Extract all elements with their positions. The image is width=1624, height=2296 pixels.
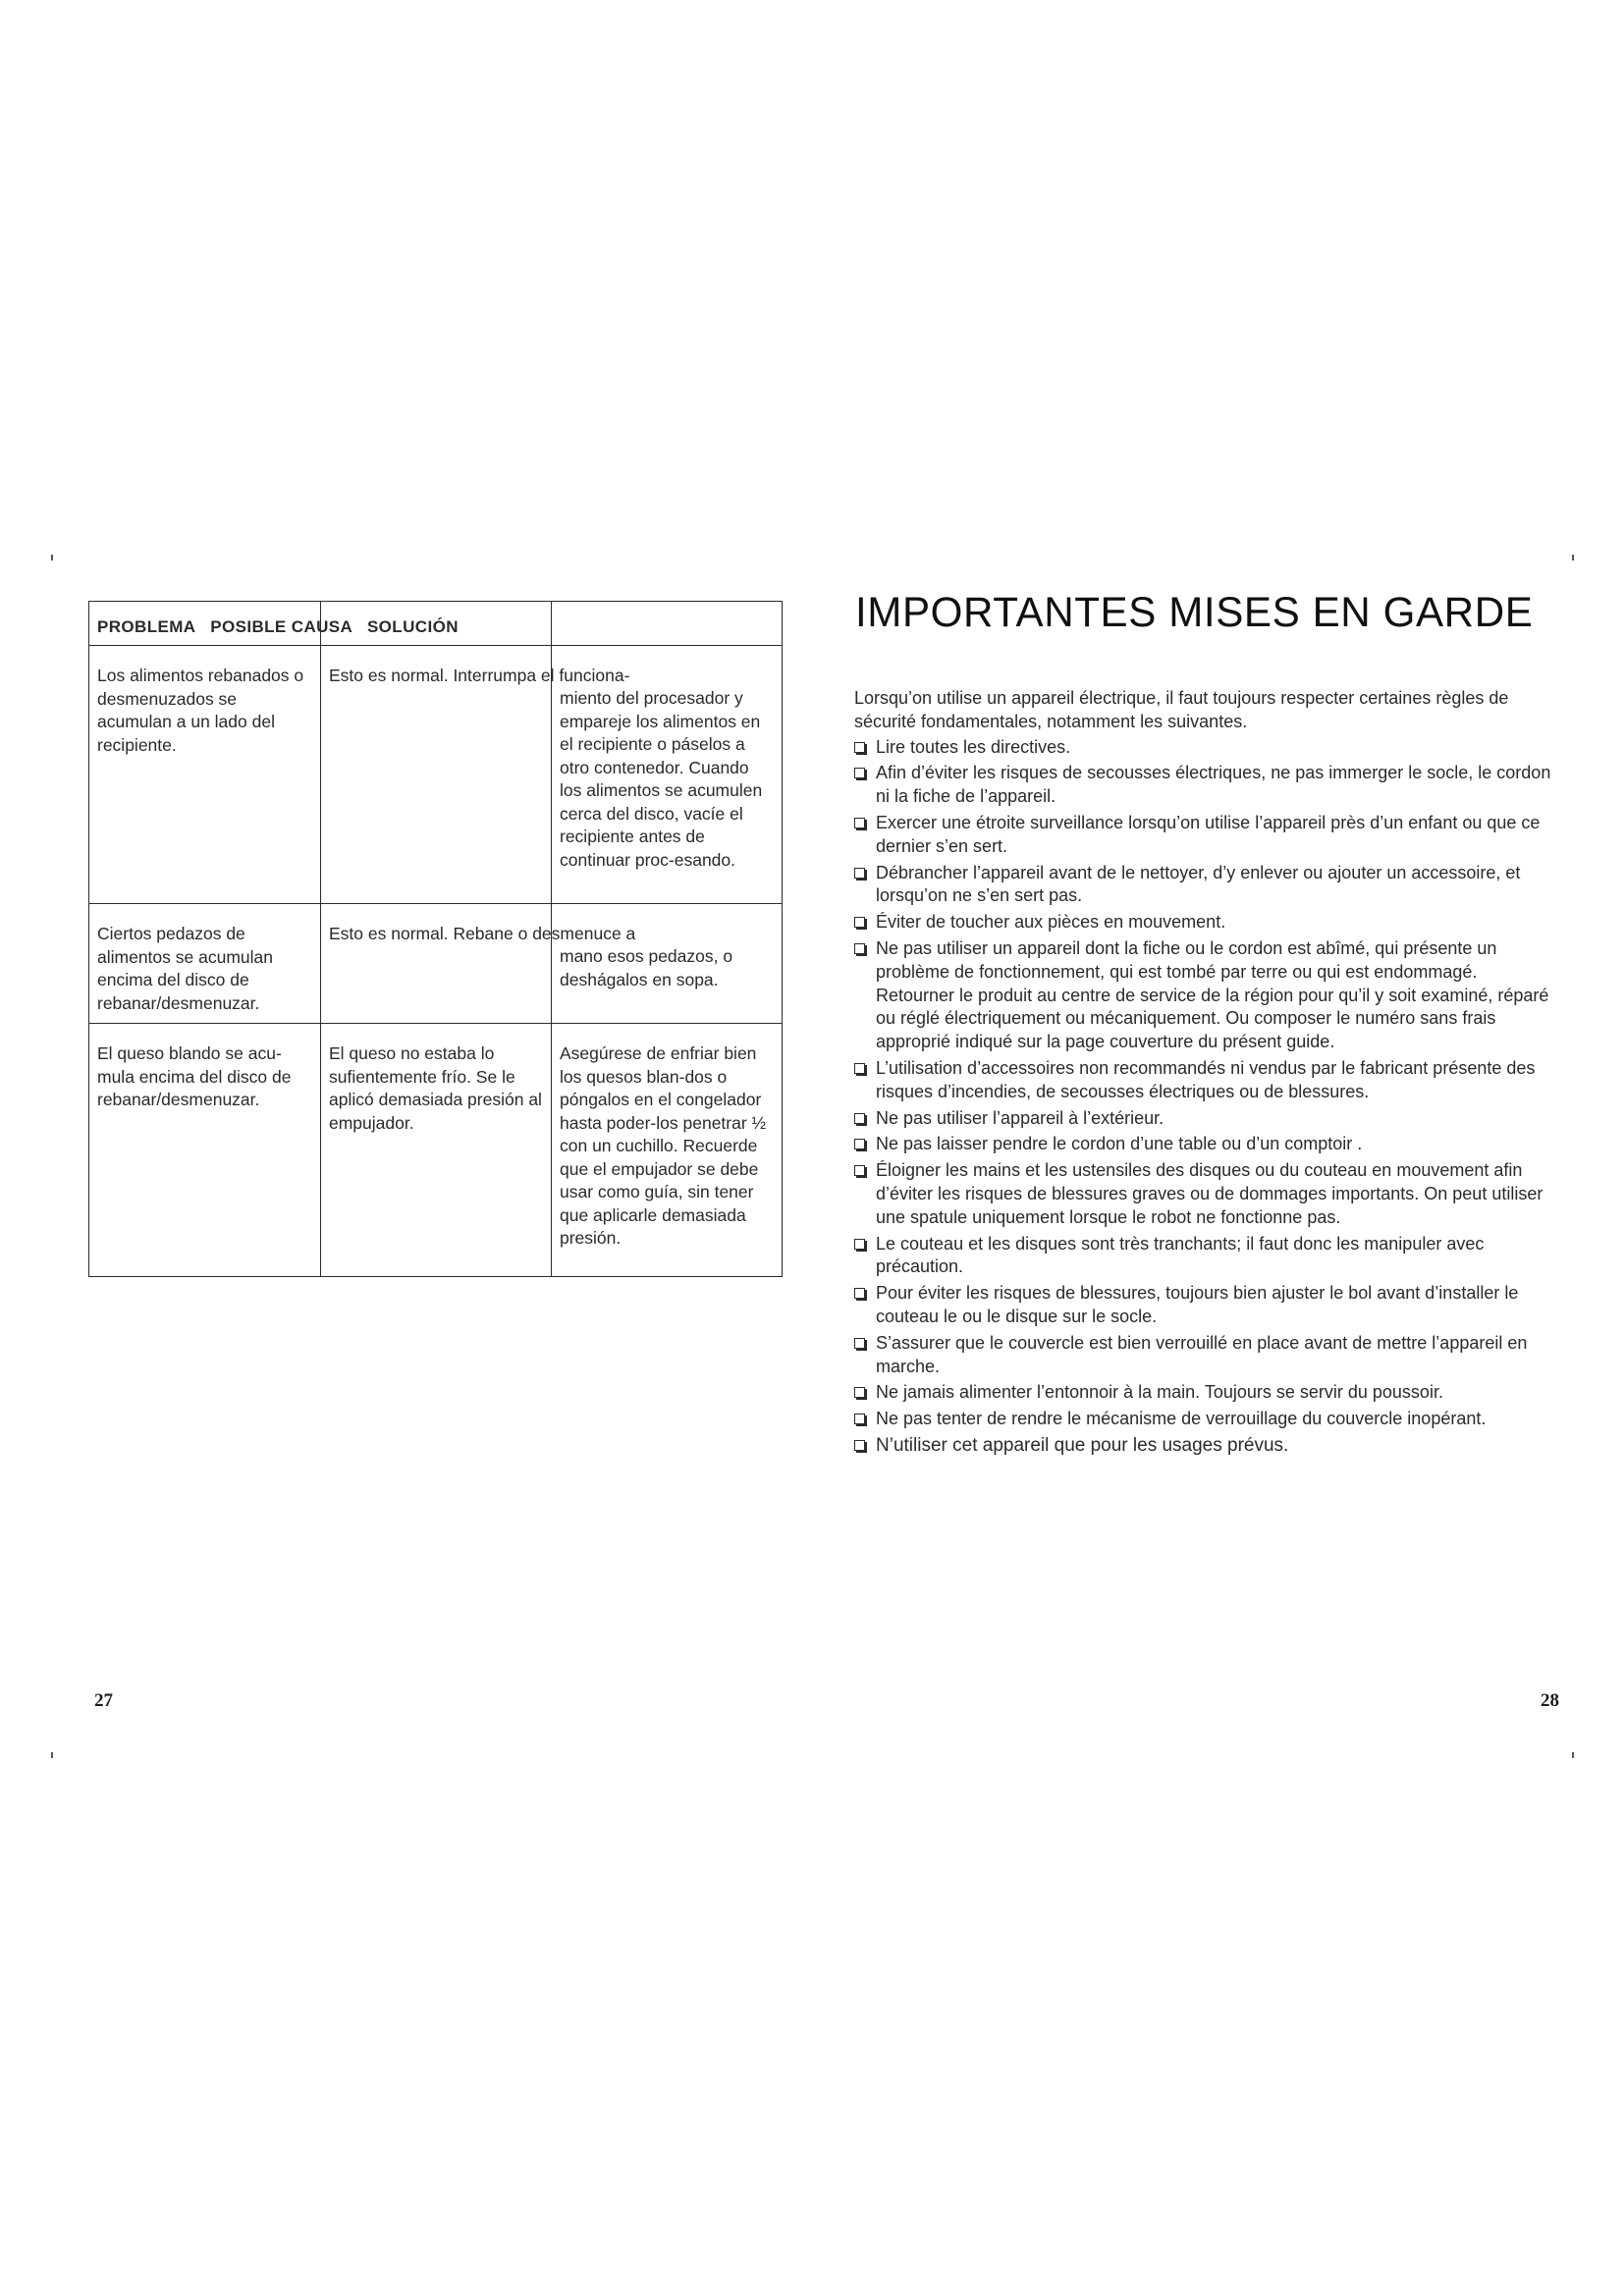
crop-mark xyxy=(51,555,53,561)
list-item xyxy=(854,937,1551,1054)
list-item xyxy=(854,1057,1551,1104)
header-text: PROBLEMA POSIBLE CAUSA SOLUCIÓN xyxy=(97,617,459,636)
table-row xyxy=(89,1024,783,1277)
list-item xyxy=(854,1282,1551,1329)
list-item-text: Afin d’éviter les risques de secousses électriques, ne pas immerger le socle, le cordon ni la fiche de l’appareil. xyxy=(876,763,1551,807)
solution-text: Asegúrese de enfriar bien los quesos blan-dos o póngalos en el congelador hasta poder-los penetrar ½ con un cuchillo. Recuerde que el empujador se debe usar como guía, sin tener que aplicarle demasiada presión. xyxy=(560,1043,767,1248)
header-cell xyxy=(552,602,783,646)
list-item-text: Éviter de toucher aux pièces en mouvement. xyxy=(876,912,1226,933)
cause-text: Esto es normal. Rebane o desmenuce a xyxy=(329,924,636,943)
page-title: IMPORTANTES MISES EN GARDE xyxy=(855,589,1534,636)
intro-paragraph: Lorsqu’on utilise un appareil électrique, il faut toujours respecter certaines règles de sécurité fondamentales, notamment les suivantes. xyxy=(854,688,1509,731)
problem-text: El queso blando se acu-mula encima del disco de rebanar/desmenuzar. xyxy=(97,1043,292,1109)
list-item xyxy=(854,1133,1551,1156)
list-item-text: N’utiliser cet appareil que pour les usages prévus. xyxy=(876,1434,1289,1456)
list-item xyxy=(854,862,1551,909)
list-item xyxy=(854,1408,1551,1431)
checkbox-icon xyxy=(854,1139,865,1149)
list-item xyxy=(854,1233,1551,1280)
checkbox-icon xyxy=(854,1063,865,1074)
cause-cell xyxy=(321,646,630,904)
list-item-text: Ne pas tenter de rendre le mécanisme de verrouillage du couvercle inopérant. xyxy=(876,1409,1487,1429)
checkbox-icon xyxy=(854,1288,865,1299)
table-row xyxy=(89,904,783,1024)
problem-cell xyxy=(89,646,321,904)
list-item-text: L’utilisation d’accessoires non recommandés ni vendus par le fabricant présente des risques d’incendies, de secousses électriques ou de blessures. xyxy=(876,1057,1536,1101)
checkbox-icon xyxy=(854,917,865,928)
list-item xyxy=(854,911,1551,934)
checkbox-icon xyxy=(854,818,865,828)
list-item-text: Débrancher l’appareil avant de le nettoyer, d’y enlever ou ajouter un accessoire, et lorsqu’on ne s’en sert pas. xyxy=(876,862,1521,906)
cause-text: El queso no estaba lo sufientemente frío. Se le aplicó demasiada presión al empujador. xyxy=(329,1043,542,1133)
list-item xyxy=(854,762,1551,809)
checkbox-icon xyxy=(854,1440,865,1451)
checkbox-icon xyxy=(854,1165,865,1176)
checkbox-icon xyxy=(854,1387,865,1398)
list-item xyxy=(854,1159,1551,1229)
table-row xyxy=(89,646,783,904)
page-number-left: 27 xyxy=(94,1690,113,1711)
checkbox-icon xyxy=(854,1113,865,1124)
list-item-text: S’assurer que le couvercle est bien verrouillé en place avant de mettre l’appareil en marche. xyxy=(876,1332,1528,1376)
solution-text: miento del procesador y empareje los alimentos en el recipiente o páselos a otro contenedor. Cuando los alimentos se acumulen cerca del disco, vacíe el recipiente antes de continuar proc-esando. xyxy=(560,688,763,870)
list-item xyxy=(854,1107,1551,1131)
list-item-text: Pour éviter les risques de blessures, toujours bien ajuster le bol avant d’installer le couteau le ou le disque sur le socle. xyxy=(876,1283,1519,1326)
list-item xyxy=(854,1381,1551,1405)
checkbox-icon xyxy=(854,742,865,753)
solution-text: mano esos pedazos, o deshágalos en sopa. xyxy=(560,946,733,989)
warnings-section xyxy=(854,687,1551,1461)
checkbox-icon xyxy=(854,943,865,954)
solution-cell xyxy=(552,904,783,1024)
crop-mark xyxy=(1572,555,1574,561)
troubleshooting-table xyxy=(88,601,783,1277)
checkbox-icon xyxy=(854,768,865,778)
cause-cell xyxy=(321,1024,552,1277)
list-item xyxy=(854,736,1551,760)
list-item-text: Ne pas utiliser l’appareil à l’extérieur. xyxy=(876,1107,1164,1128)
header-cell xyxy=(89,602,459,646)
list-item-text: Éloigner les mains et les ustensiles des disques ou du couteau en mouvement afin d’éviter les risques de blessures graves ou de dommages importants. On peut utiliser une spatule uniquement lorsque le robot ne fonctionne pas. xyxy=(876,1160,1543,1227)
page-number-right: 28 xyxy=(1541,1690,1559,1711)
table-header-row xyxy=(89,602,783,646)
checkbox-icon xyxy=(854,1338,865,1349)
cause-cell xyxy=(321,904,636,1024)
cause-text: Esto es normal. Interrumpa el funciona- xyxy=(329,666,630,685)
crop-mark xyxy=(1572,1752,1574,1758)
checkbox-icon xyxy=(854,1239,865,1250)
problem-text: Ciertos pedazos de alimentos se acumulan encima del disco de rebanar/desmenuzar. xyxy=(97,924,273,1013)
list-item-text: Ne jamais alimenter l’entonnoir à la main. Toujours se servir du poussoir. xyxy=(876,1382,1443,1403)
crop-mark xyxy=(51,1752,53,1758)
solution-cell xyxy=(552,1024,783,1277)
list-item-text: Exercer une étroite surveillance lorsqu’on utilise l’appareil près d’un enfant ou que ce dernier s’en sert. xyxy=(876,812,1541,856)
list-item-text: Lire toutes les directives. xyxy=(876,736,1071,757)
list-item xyxy=(854,812,1551,859)
problem-cell xyxy=(89,904,321,1024)
problem-text: Los alimentos rebanados o desmenuzados se acumulan a un lado del recipiente. xyxy=(97,666,304,755)
list-item-text: Ne pas laisser pendre le cordon d’une table ou d’un comptoir . xyxy=(876,1134,1363,1154)
list-item xyxy=(854,1434,1551,1458)
warnings-list xyxy=(854,736,1551,1458)
list-item xyxy=(854,1332,1551,1379)
checkbox-icon xyxy=(854,868,865,879)
checkbox-icon xyxy=(854,1414,865,1424)
list-item-text: Le couteau et les disques sont très tranchants; il faut donc les manipuler avec précaution. xyxy=(876,1233,1485,1277)
list-item-text: Ne pas utiliser un appareil dont la fiche ou le cordon est abîmé, qui présente un problème de fonctionnement, qui est tombé par terre ou qui est endommagé. Retourner le produit au centre de service de la région pour qu’il y soit examiné, réparé ou réglé électriquement ou mécaniquement. Ou composer le numéro sans frais approprié indiqué sur la page couverture du présent guide. xyxy=(876,937,1549,1052)
problem-cell xyxy=(89,1024,321,1277)
